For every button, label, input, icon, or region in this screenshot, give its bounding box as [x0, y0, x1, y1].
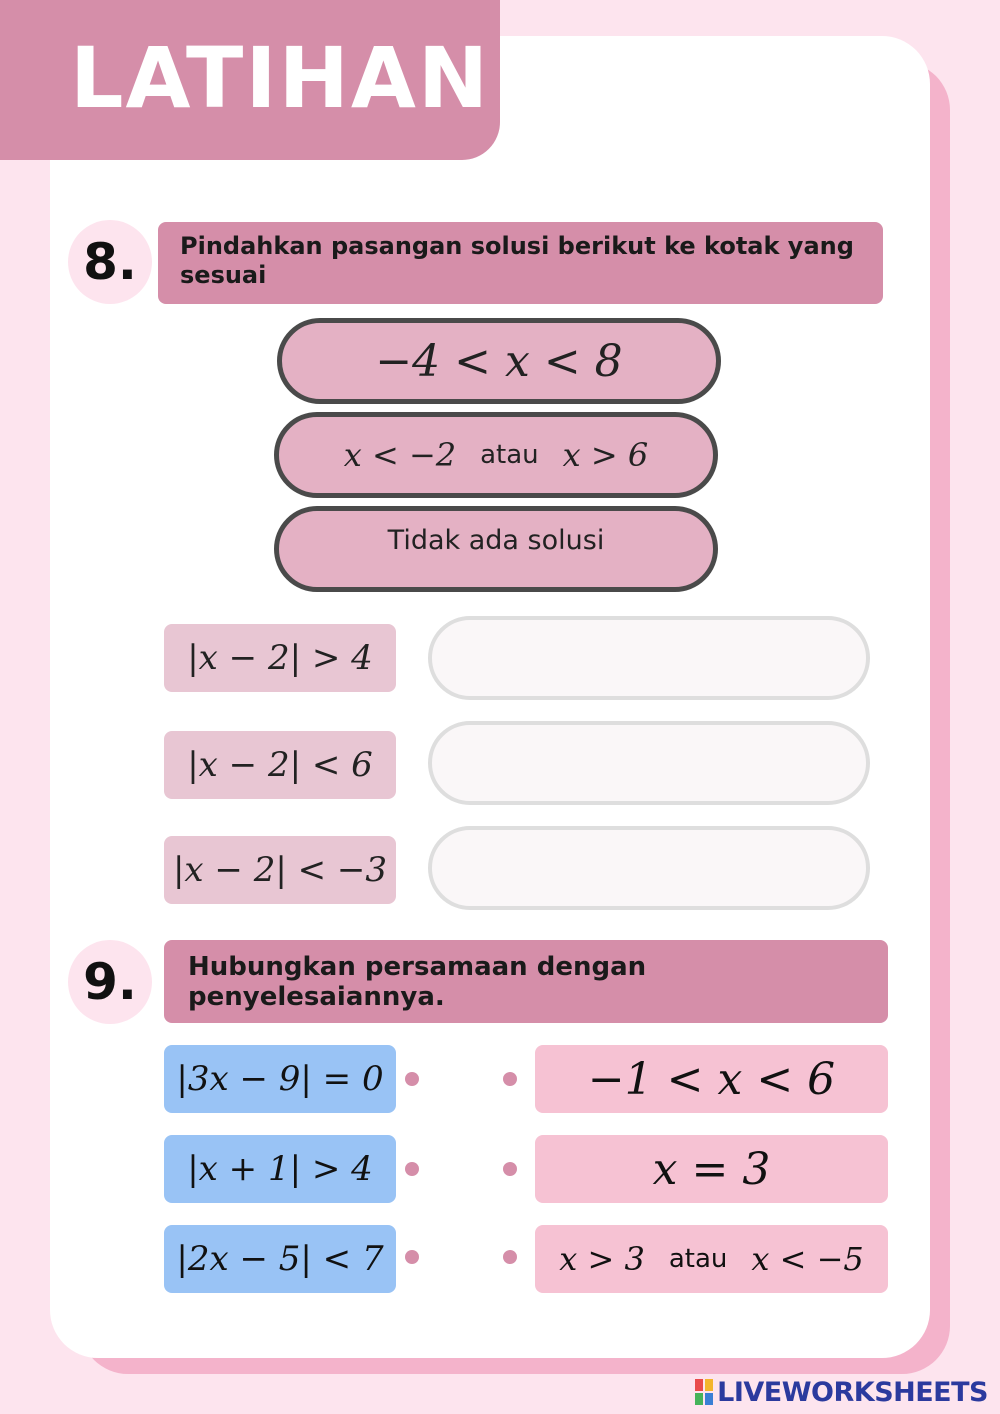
draggable-option-range[interactable] — [277, 318, 721, 404]
equation-3-text: |x − 2| < −3 — [172, 850, 388, 890]
question-8-prompt — [158, 222, 883, 304]
match-right-3-right: x < −5 — [751, 1240, 864, 1278]
match-right-1-text: −1 < x < 6 — [587, 1053, 836, 1105]
match-left-2[interactable] — [164, 1135, 396, 1203]
drop-zone-3[interactable] — [428, 826, 870, 910]
option-or-left: x < −2 — [343, 436, 457, 474]
header-banner — [0, 0, 500, 160]
connector-dot-left-3[interactable] — [405, 1250, 419, 1264]
question-9-number: 9. — [68, 940, 152, 1024]
match-right-3-word: atau — [668, 1244, 728, 1274]
page-title: LATIHAN — [70, 29, 491, 127]
liveworksheets-logo-icon — [695, 1379, 713, 1405]
option-no-solution-text: Tidak ada solusi — [387, 525, 605, 556]
match-left-1-text: |3x − 9| = 0 — [176, 1059, 384, 1099]
match-left-3[interactable] — [164, 1225, 396, 1293]
equation-2-text: |x − 2| < 6 — [187, 745, 373, 785]
question-8-prompt-text: Pindahkan pasangan solusi berikut ke kotak yang sesuai — [180, 232, 854, 289]
draggable-option-no-solution[interactable] — [274, 506, 718, 592]
question-8-number: 8. — [68, 220, 152, 304]
connector-dot-left-1[interactable] — [405, 1072, 419, 1086]
drop-zone-1[interactable] — [428, 616, 870, 700]
connector-dot-left-2[interactable] — [405, 1162, 419, 1176]
match-right-2-text: x = 3 — [652, 1143, 771, 1195]
question-9-prompt-text: Hubungkan persamaan dengan penyelesaiannya. — [188, 951, 647, 1012]
match-right-1[interactable] — [535, 1045, 888, 1113]
match-left-3-text: |2x − 5| < 7 — [176, 1239, 384, 1279]
equation-box-2 — [164, 731, 396, 799]
equation-1-text: |x − 2| > 4 — [187, 638, 373, 678]
equation-box-3 — [164, 836, 396, 904]
connector-dot-right-3[interactable] — [503, 1250, 517, 1264]
match-right-2[interactable] — [535, 1135, 888, 1203]
option-or-right: x > 6 — [562, 436, 649, 474]
connector-dot-right-2[interactable] — [503, 1162, 517, 1176]
header-gap — [0, 160, 50, 188]
footer-brand-text: LIVEWORKSHEETS — [717, 1376, 988, 1408]
connector-dot-right-1[interactable] — [503, 1072, 517, 1086]
match-right-3[interactable] — [535, 1225, 888, 1293]
question-9-prompt — [164, 940, 888, 1023]
footer-brand[interactable] — [695, 1374, 988, 1410]
match-left-2-text: |x + 1| > 4 — [187, 1149, 373, 1189]
match-right-3-left: x > 3 — [559, 1240, 645, 1278]
option-or-word: atau — [480, 440, 539, 470]
drop-zone-2[interactable] — [428, 721, 870, 805]
option-range-text: −4 < x < 8 — [375, 335, 623, 387]
draggable-option-or[interactable] — [274, 412, 718, 498]
equation-box-1 — [164, 624, 396, 692]
match-left-1[interactable] — [164, 1045, 396, 1113]
